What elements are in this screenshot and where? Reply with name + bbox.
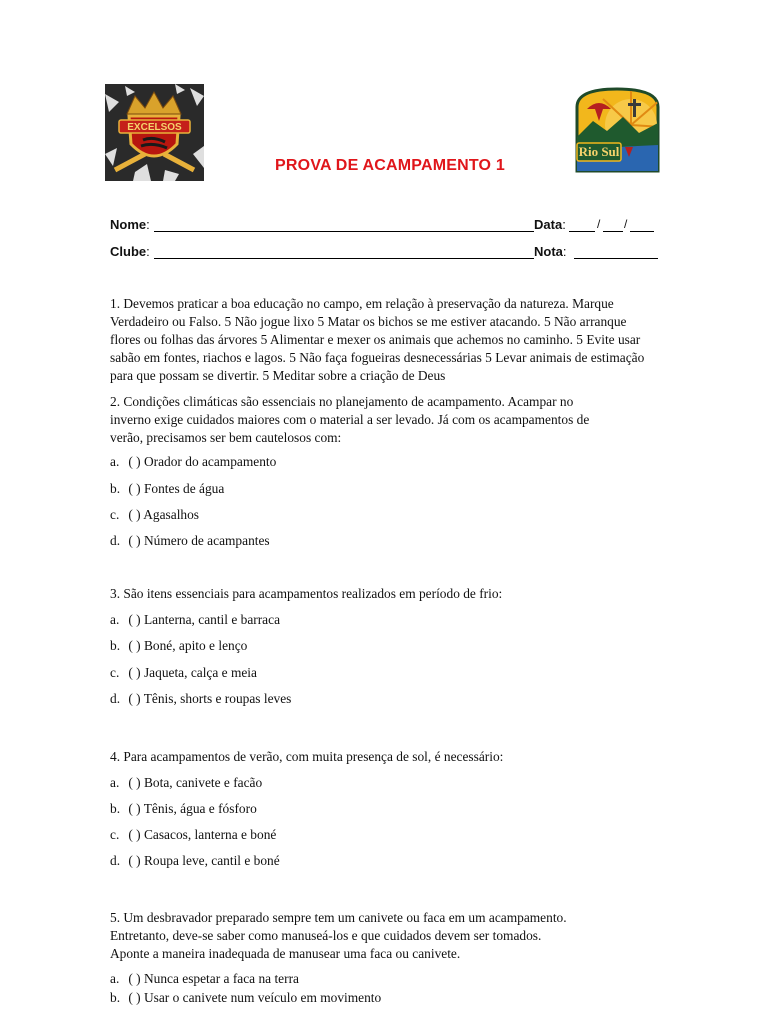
svg-text:EXCELSOS: EXCELSOS <box>127 122 182 133</box>
question-5-line: 5. Um desbravador preparado sempre tem um canivete ou faca em um acampamento. <box>110 910 567 925</box>
question-4-option-d[interactable] <box>110 852 280 870</box>
question-2 <box>110 393 680 447</box>
option-letter: b. <box>110 990 121 1005</box>
option-letter: a. <box>110 454 120 469</box>
data-field-row: Data: <box>534 217 566 232</box>
rio-sul-logo <box>573 87 662 174</box>
option-letter: d. <box>110 853 121 868</box>
question-5-option-a[interactable] <box>110 970 299 988</box>
nome-label: Nome <box>110 217 147 232</box>
question-3-line: 3. São itens essenciais para acampamentos realizados em período de frio: <box>110 586 503 601</box>
question-1-line: Verdadeiro ou Falso. 5 Não jogue lixo 5 Matar os bichos se me estiver atacando. 5 Não arranque <box>110 314 627 329</box>
question-4-option-a[interactable] <box>110 774 262 792</box>
question-2-option-b[interactable] <box>110 480 224 498</box>
option-letter: b. <box>110 481 121 496</box>
nota-label: Nota <box>534 244 563 259</box>
question-2-line: inverno exige cuidados maiores com o material a ser levado. Já com os acampamentos de <box>110 412 590 427</box>
data-day-field[interactable] <box>569 231 595 232</box>
question-2-line: verão, precisamos ser bem cautelosos com: <box>110 430 342 445</box>
option-letter: c. <box>110 827 120 842</box>
question-5 <box>110 909 680 963</box>
option-text: ( ) Jaqueta, calça e meia <box>128 665 257 680</box>
question-5-option-b[interactable] <box>110 989 381 1007</box>
nome-field[interactable] <box>154 231 534 232</box>
question-2-option-d[interactable] <box>110 532 270 550</box>
question-2-option-a[interactable] <box>110 453 276 471</box>
question-1 <box>110 295 680 385</box>
option-text: ( ) Nunca espetar a faca na terra <box>128 971 299 986</box>
question-1-line: 1. Devemos praticar a boa educação no campo, em relação à preservação da natureza. Marque <box>110 296 614 311</box>
clube-field-row: Clube: <box>110 244 150 259</box>
question-3-option-d[interactable] <box>110 690 291 708</box>
question-3-option-a[interactable] <box>110 611 280 629</box>
question-5-line: Aponte a maneira inadequada de manusear uma faca ou canivete. <box>110 946 461 961</box>
data-month-field[interactable] <box>603 231 623 232</box>
option-text: ( ) Roupa leve, cantil e boné <box>128 853 280 868</box>
option-text: ( ) Tênis, água e fósforo <box>128 801 257 816</box>
question-3 <box>110 585 680 603</box>
option-text: ( ) Usar o canivete num veículo em movimento <box>128 990 382 1005</box>
question-5-line: Entretanto, deve-se saber como manuseá-los e que cuidados devem ser tomados. <box>110 928 542 943</box>
nota-field[interactable] <box>574 258 658 259</box>
option-text: ( ) Casacos, lanterna e boné <box>128 827 277 842</box>
nome-field-row: Nome: <box>110 217 150 232</box>
question-4-line: 4. Para acampamentos de verão, com muita presença de sol, é necessário: <box>110 749 504 764</box>
option-letter: c. <box>110 507 120 522</box>
option-letter: a. <box>110 612 120 627</box>
option-text: ( ) Tênis, shorts e roupas leves <box>128 691 292 706</box>
nota-field-row: Nota: <box>534 244 567 259</box>
option-letter: c. <box>110 665 120 680</box>
option-text: ( ) Agasalhos <box>128 507 200 522</box>
data-year-field[interactable] <box>630 231 654 232</box>
option-letter: d. <box>110 533 121 548</box>
option-letter: a. <box>110 971 120 986</box>
date-slash: / <box>597 217 601 231</box>
option-letter: b. <box>110 801 121 816</box>
question-2-line: 2. Condições climáticas são essenciais no planejamento de acampamento. Acampar no <box>110 394 574 409</box>
option-text: ( ) Número de acampantes <box>128 533 270 548</box>
question-2-option-c[interactable] <box>110 506 199 524</box>
clube-label: Clube <box>110 244 147 259</box>
question-3-option-c[interactable] <box>110 664 257 682</box>
option-letter: b. <box>110 638 121 653</box>
question-3-option-b[interactable] <box>110 637 247 655</box>
data-label: Data <box>534 217 563 232</box>
option-letter: d. <box>110 691 121 706</box>
option-text: ( ) Orador do acampamento <box>128 454 277 469</box>
option-text: ( ) Bota, canivete e facão <box>128 775 263 790</box>
question-1-line: flores ou folhas das árvores 5 Alimentar e mexer os animais que achemos no caminho. 5 Evite usar <box>110 332 641 347</box>
svg-text:Rio Sul: Rio Sul <box>578 144 620 159</box>
date-slash: / <box>624 217 628 231</box>
question-4 <box>110 748 680 766</box>
clube-field[interactable] <box>154 258 534 259</box>
question-1-line: sabão em fontes, riachos e lagos. 5 Não faça fogueiras desnecessárias 5 Levar animais de estimação <box>110 350 645 365</box>
question-4-option-c[interactable] <box>110 826 276 844</box>
question-4-option-b[interactable] <box>110 800 257 818</box>
question-1-line: para que possam se divertir. 5 Meditar sobre a criação de Deus <box>110 368 446 383</box>
page-title: PROVA DE ACAMPAMENTO 1 <box>275 157 505 174</box>
option-text: ( ) Fontes de água <box>128 481 225 496</box>
excelsos-logo <box>105 84 204 181</box>
option-letter: a. <box>110 775 120 790</box>
option-text: ( ) Boné, apito e lenço <box>128 638 248 653</box>
option-text: ( ) Lanterna, cantil e barraca <box>128 612 281 627</box>
